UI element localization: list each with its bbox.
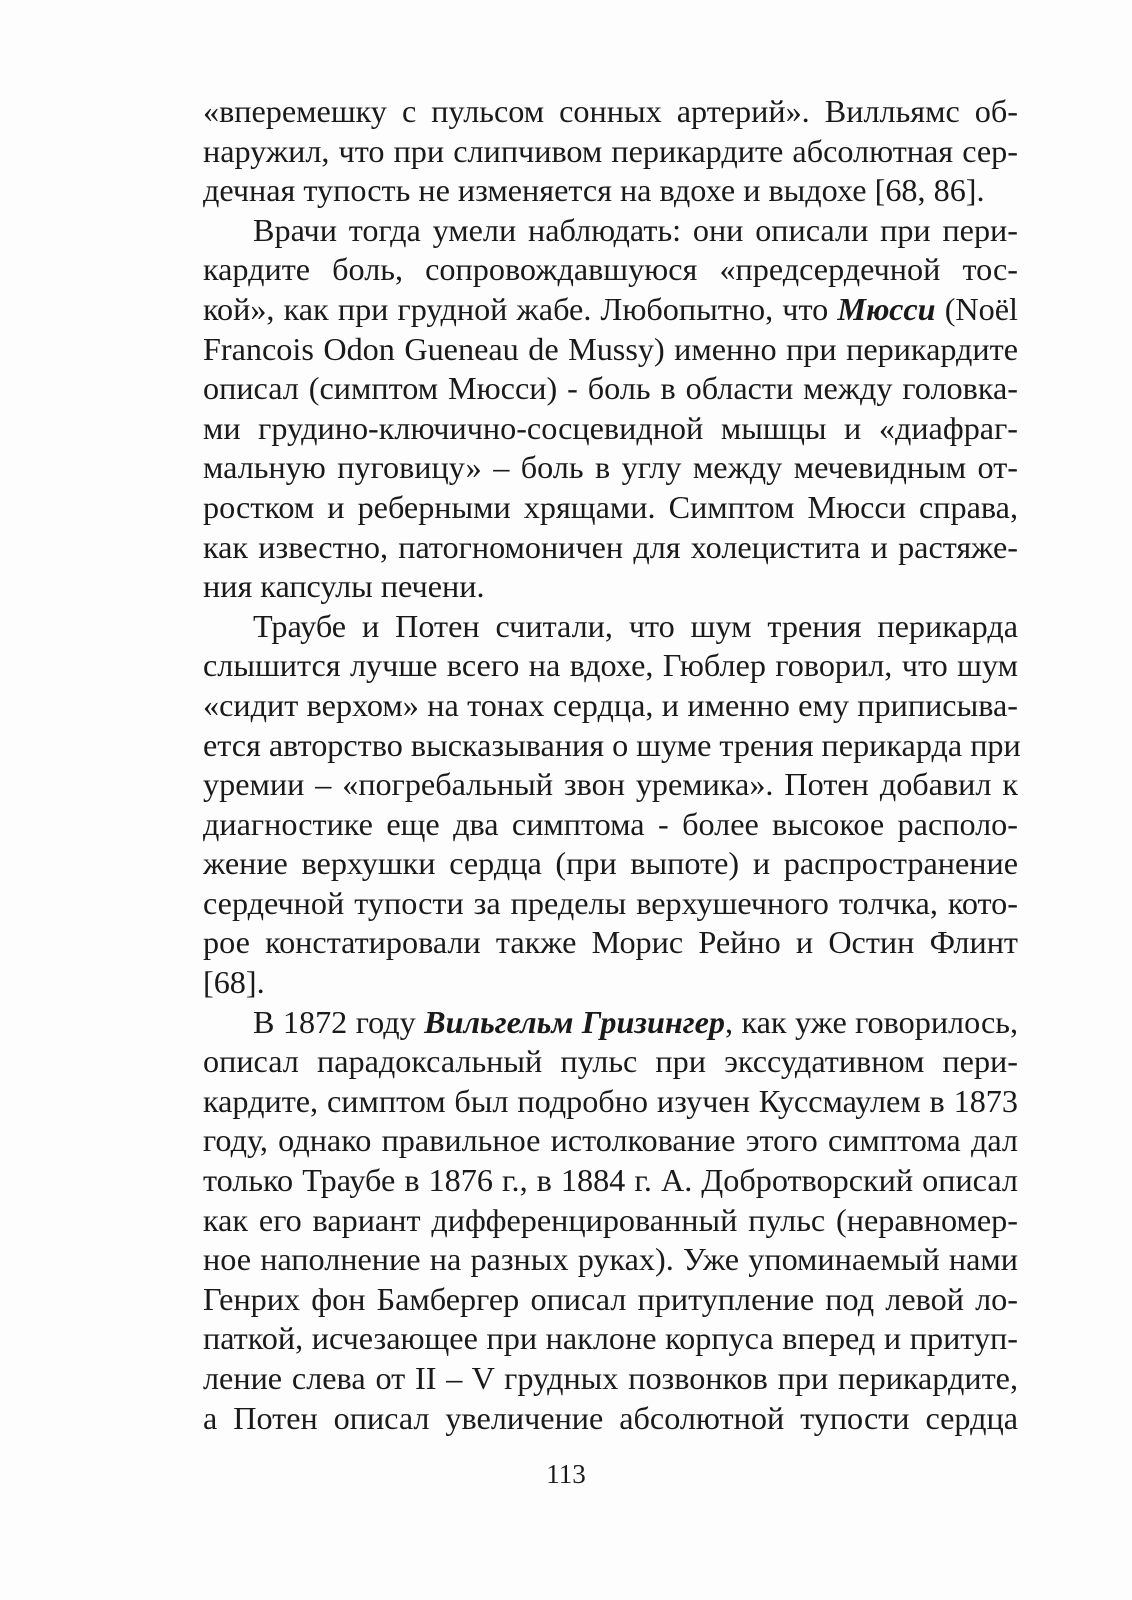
text-line: уремии – «погребальный звон уремика». Потен добавил к	[203, 766, 1018, 803]
text-line: наружил, что при слипчивом перикардите абсолютная сер-	[203, 132, 1018, 169]
text-line: «вперемешку с пульсом сонных артерий». Вилльямс об-	[203, 93, 1018, 129]
text-line	[203, 1003, 1018, 1043]
text-line: описал (симптом Мюсси) - боль в области между головка-	[203, 370, 1018, 407]
text-line: описал парадоксальный пульс при экссудативном пери-	[203, 1043, 1018, 1080]
page-number: 113	[546, 1459, 586, 1489]
body-text	[203, 92, 1021, 1438]
text-line: ется авторство высказывания о шуме трения перикарда при	[203, 726, 1021, 763]
text-segment: , как уже говорилось,	[724, 1003, 1019, 1040]
text-segment: (Noël	[935, 290, 1018, 327]
person-name-mussy: Мюсси	[837, 290, 936, 327]
text-line: Траубе и Потен считали, что шум трения перикарда	[253, 607, 1018, 644]
text-line: дечная тупость не изменяется на вдохе и выдохе [68, 86].	[203, 172, 985, 209]
person-name-griesinger: Вильгельм Гризингер	[424, 1003, 725, 1040]
text-line: году, однако правильное истолкование этого симптома дал	[203, 1122, 1018, 1159]
text-line: рое констатировали также Морис Рейно и Остин Флинт	[203, 924, 1018, 961]
text-line: диагностике еще два симптома - более высокое располо-	[203, 805, 1018, 842]
text-line	[203, 290, 1018, 330]
text-line: слышится лучше всего на вдохе, Гюблер говорил, что шум	[203, 647, 1018, 684]
text-line: Врачи тогда умели наблюдать: они описали при пери-	[253, 211, 1018, 248]
text-line: кардите боль, сопровождавшуюся «предсердечной тос-	[203, 251, 1018, 288]
text-line: Francois Odon Gueneau de Mussy) именно при перикардите	[203, 330, 1018, 367]
text-line: паткой, исчезающее при наклоне корпуса вперед и притуп-	[203, 1320, 1018, 1357]
text-line: мальную пуговицу» – боль в углу между мечевидным от-	[203, 449, 1018, 486]
text-line: Генрих фон Бамбергер описал притупление под левой ло-	[203, 1280, 1018, 1317]
text-segment: кой», как при грудной жабе. Любопытно, что	[203, 290, 838, 327]
text-line: «сидит верхом» на тонах сердца, и именно ему приписыва-	[203, 686, 1018, 723]
text-line: кардите, симптом был подробно изучен Куссмаулем в 1873	[203, 1082, 1018, 1119]
text-line: [68].	[203, 964, 265, 1001]
text-line: ное наполнение на разных руках). Уже упоминаемый нами	[203, 1241, 1018, 1278]
text-line: сердечной тупости за пределы верхушечного толчка, кото-	[203, 884, 1018, 921]
text-line: ми грудино-ключично-сосцевидной мышцы и «диафраг-	[203, 409, 1018, 446]
text-segment: В 1872 году	[253, 1003, 425, 1040]
text-line: жение верхушки сердца (при выпоте) и распространение	[203, 845, 1018, 882]
text-line: ния капсулы печени.	[203, 568, 485, 605]
text-line: как его вариант дифференцированный пульс (неравномер-	[203, 1201, 1018, 1238]
text-line: ление слева от II – V грудных позвонков при перикардите,	[203, 1360, 1018, 1396]
text-line: а Потен описал увеличение абсолютной тупости сердца	[203, 1399, 1018, 1436]
text-line: только Траубе в 1876 г., в 1884 г. А. Добротворский описал	[203, 1162, 1018, 1199]
text-line: ростком и реберными хрящами. Симптом Мюсси справа,	[203, 488, 1018, 525]
text-line: как известно, патогномоничен для холецистита и растяже-	[203, 528, 1018, 565]
